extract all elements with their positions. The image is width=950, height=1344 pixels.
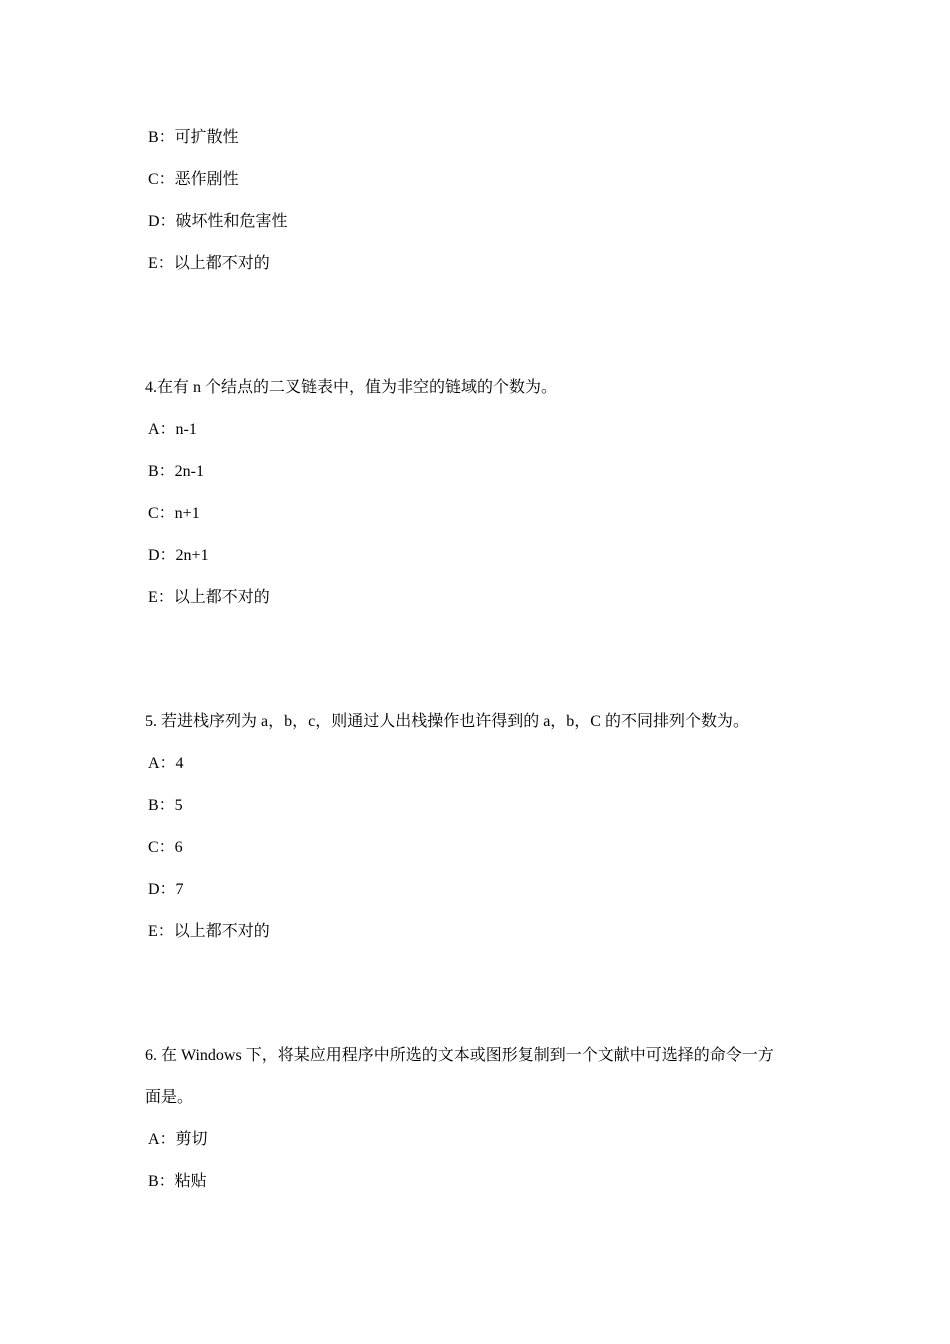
question-5-stem: 5. 若进栈序列为 a，b，c，则通过人出栈操作也许得到的 a，b，C 的不同排列个数为。 (145, 713, 749, 730)
option-e: E：以上都不对的 (148, 589, 270, 606)
option-c: C：6 (148, 839, 183, 856)
question-4-stem: 4.在有 n 个结点的二叉链表中，值为非空的链域的个数为。 (145, 379, 558, 396)
option-e: E：以上都不对的 (148, 255, 270, 272)
option-b: B：5 (148, 797, 183, 814)
option-b: B：2n-1 (148, 463, 205, 480)
option-a: A：4 (148, 755, 184, 772)
question-6-stem-line1: 6. 在 Windows 下，将某应用程序中所选的文本或图形复制到一个文献中可选择的命令一方 (145, 1047, 774, 1064)
option-d: D：2n+1 (148, 547, 209, 564)
option-e: E：以上都不对的 (148, 923, 270, 940)
option-c: C：n+1 (148, 505, 200, 522)
option-b: B：粘贴 (148, 1173, 207, 1190)
question-6-stem-line2: 面是。 (145, 1089, 194, 1106)
option-a: A：剪切 (148, 1131, 208, 1148)
option-d: D：7 (148, 881, 184, 898)
option-a: A：n-1 (148, 421, 197, 438)
option-c: C：恶作剧性 (148, 171, 239, 188)
option-b: B：可扩散性 (148, 129, 239, 146)
option-d: D：破坏性和危害性 (148, 213, 288, 230)
